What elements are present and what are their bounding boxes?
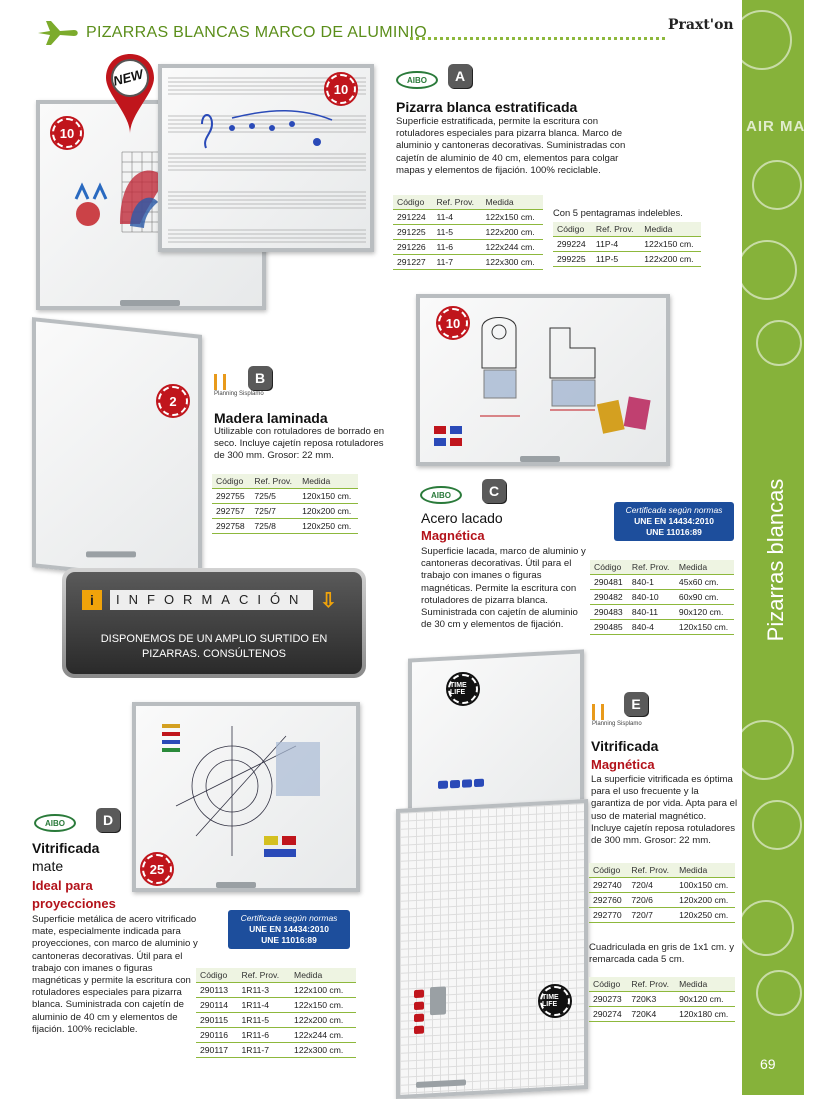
table-row: 292760 720/6 120x200 cm. <box>589 893 735 908</box>
table-row: 290274 720K4 120x180 cm. <box>589 1007 735 1022</box>
page-header <box>0 0 740 50</box>
arrow-down-icon: ⇩ <box>320 590 337 612</box>
col-header: Ref. Prov. <box>250 474 298 489</box>
certification-badge: Certificada según normas UNE EN 14434:2010 UNE 11016:89 <box>228 910 350 949</box>
postmark-stamp <box>752 800 802 850</box>
product-a-music-table <box>553 222 701 267</box>
col-header: Ref. Prov. <box>592 222 640 237</box>
product-d-title: Vitrificada <box>32 840 100 856</box>
product-e-grid-table <box>589 977 735 1022</box>
warranty-badge: 10 <box>52 118 82 148</box>
product-letter-c: C <box>482 479 506 503</box>
table-row: 291225 11-5 122x200 cm. <box>393 225 543 240</box>
product-e-table <box>589 863 735 923</box>
magnet <box>462 779 472 788</box>
warranty-badge: 25 <box>142 854 172 884</box>
product-a-table <box>393 195 543 270</box>
info-text: DISPONEMOS DE UN AMPLIO SURTIDO EN PIZARRAS. CONSÚLTENOS <box>100 633 328 660</box>
product-c-subtitle: Magnética <box>421 528 485 543</box>
marker-tray <box>120 300 180 306</box>
magnet <box>414 1026 424 1035</box>
col-header: Medida <box>298 474 358 489</box>
table-row: 292758 725/8 120x250 cm. <box>212 519 358 534</box>
table-row: 290113 1R11-3 122x100 cm. <box>196 983 356 998</box>
marker-tray <box>416 1079 466 1088</box>
info-icon: i <box>82 590 102 610</box>
magnet <box>414 990 424 999</box>
product-b-table <box>212 474 358 534</box>
marker-tray <box>216 882 256 888</box>
col-header: Ref. Prov. <box>627 977 675 992</box>
col-header: Medida <box>640 222 701 237</box>
table-row: 299225 11P-5 122x200 cm. <box>553 252 701 267</box>
product-d-title-line2: mate <box>32 858 64 874</box>
product-c-table <box>590 560 734 635</box>
new-pin-icon <box>104 52 156 136</box>
col-header: Medida <box>290 968 356 983</box>
col-header: Medida <box>675 977 735 992</box>
table-row: 290273 720K3 90x120 cm. <box>589 992 735 1007</box>
col-header: Código <box>212 474 250 489</box>
product-b-description: Utilizable con rotuladores de borrado en seco. Incluye cajetín reposa rotuladores de 300 mm. Grosor: 22 mm. <box>214 426 385 462</box>
table-row: 292757 725/7 120x200 cm. <box>212 504 358 519</box>
product-letter-a: A <box>448 64 472 88</box>
table-row: 290115 1R11-5 122x200 cm. <box>196 1013 356 1028</box>
planning-sisplamo-logo: Planning Sisplamo <box>592 704 662 730</box>
product-b-title: Madera laminada <box>214 410 328 426</box>
title-dotted-rule <box>410 37 665 40</box>
table-row: 290116 1R11-6 122x244 cm. <box>196 1028 356 1043</box>
col-header: Código <box>589 977 627 992</box>
product-d-subtitle-line2: proyecciones <box>32 896 116 911</box>
magnet <box>414 1014 424 1023</box>
magnet <box>438 781 448 790</box>
airmail-stamp-text: AIR MAIL <box>746 118 821 135</box>
marker-holder <box>430 986 446 1015</box>
warranty-badge: 2 <box>158 386 188 416</box>
product-d-subtitle: Ideal para <box>32 878 93 893</box>
table-row: 291226 11-6 122x244 cm. <box>393 240 543 255</box>
postmark-stamp <box>756 970 802 1016</box>
col-header: Código <box>196 968 238 983</box>
postmark-stamp <box>734 720 794 780</box>
table-row: 290485 840-4 120x150 cm. <box>590 620 734 635</box>
col-header: Medida <box>675 863 735 878</box>
warranty-badge: TIME LIFE <box>448 674 478 704</box>
product-letter-d: D <box>96 808 120 832</box>
table-row: 299224 11P-4 122x150 cm. <box>553 237 701 252</box>
product-e-subtitle: Magnética <box>591 757 655 772</box>
table-row: 292755 725/5 120x150 cm. <box>212 489 358 504</box>
page-title: PIZARRAS BLANCAS MARCO DE ALUMINIO <box>86 24 427 41</box>
product-e-title: Vitrificada <box>591 738 659 754</box>
product-d-description: Superficie metálica de acero vitrificado mate, especialmente indicada para proyecciones, con marco de aluminio y cantoneras decorativas. Útil para el trabajo con imanes o figuras magnéticas y permite la escritura con rotuladores especiales para pizarra blanca. Suministrada con cajetín de aluminio de 40 cm y elementos de fijación. 100% reciclable. <box>32 914 198 1035</box>
section-label: Pizarras blancas <box>763 478 788 642</box>
product-c-description: Superficie lacada, marco de aluminio y cantoneras decorativas. Útil para el trabajo con imanes o figuras magnéticas. Permite la escritura con rotuladores de pizarra blanca. Suministrada con cajetín de aluminio de 30 cm y elementos de fijación. <box>421 546 586 631</box>
marker-tray <box>86 551 136 557</box>
product-e-description: La superficie vitrificada es óptima para el uso frecuente y la garantiza de por vida. Apta para el uso de material magnético. Incluye cajetín reposa rotuladores de 300 mm. Grosor: 22 mm. <box>591 774 738 847</box>
postmark-stamp <box>738 900 794 956</box>
table-row: 292770 720/7 120x250 cm. <box>589 908 735 923</box>
table-row: 290482 840-10 60x90 cm. <box>590 590 734 605</box>
magnet <box>414 1002 424 1011</box>
col-header: Código <box>590 560 628 575</box>
aibo-logo: AIBO <box>420 486 462 504</box>
board-image-e-grid <box>396 799 588 1099</box>
col-header: Ref. Prov. <box>238 968 291 983</box>
postmark-stamp <box>756 320 802 366</box>
postmark-stamp <box>732 10 792 70</box>
product-c-title: Acero lacado <box>421 510 503 526</box>
magnet <box>474 779 484 788</box>
new-label: NEW <box>111 66 145 89</box>
airplane-icon <box>36 18 80 48</box>
product-a-note: Con 5 pentagramas indelebles. <box>553 207 683 218</box>
product-letter-e: E <box>624 692 648 716</box>
table-row: 290483 840-11 90x120 cm. <box>590 605 734 620</box>
magnet <box>450 780 460 789</box>
aibo-logo: AIBO <box>34 814 76 832</box>
product-a-description: Superficie estratificada, permite la escritura con rotuladores especiales para pizarra blanca. Marco de aluminio y cantoneras decorativas. Suministradas con cajetín de aluminio de 40 cm, elementos para colgar mapas y elementos de fijación. 100% reciclable. <box>396 116 626 176</box>
table-row: 291227 11-7 122x300 cm. <box>393 255 543 270</box>
col-header: Ref. Prov. <box>432 195 481 210</box>
postmark-stamp <box>752 160 802 210</box>
table-row: 292740 720/4 100x150 cm. <box>589 878 735 893</box>
info-box <box>62 568 366 678</box>
warranty-badge: TIME LIFE <box>540 986 570 1016</box>
table-row: 291224 11-4 122x150 cm. <box>393 210 543 225</box>
col-header: Código <box>589 863 627 878</box>
col-header: Medida <box>675 560 734 575</box>
col-header: Ref. Prov. <box>627 863 675 878</box>
board-image-b <box>32 317 202 585</box>
col-header: Medida <box>481 195 543 210</box>
table-row: 290117 1R11-7 122x300 cm. <box>196 1043 356 1058</box>
product-a-title: Pizarra blanca estratificada <box>396 99 578 115</box>
aibo-logo: AIBO <box>396 71 438 89</box>
postmark-stamp <box>737 240 797 300</box>
info-title: INFORMACIÓN <box>110 590 313 610</box>
marker-tray <box>520 456 560 462</box>
warranty-badge: 10 <box>326 74 356 104</box>
col-header: Código <box>393 195 432 210</box>
col-header: Código <box>553 222 592 237</box>
planning-sisplamo-logo: Planning Sisplamo <box>214 374 284 400</box>
product-letter-b: B <box>248 366 272 390</box>
brand-logo: Praxt'on <box>668 17 734 33</box>
table-row: 290114 1R11-4 122x150 cm. <box>196 998 356 1013</box>
product-e-note: Cuadriculada en gris de 1x1 cm. y remarcada cada 5 cm. <box>589 942 735 966</box>
warranty-badge: 10 <box>438 308 468 338</box>
page-number: 69 <box>760 1056 776 1072</box>
col-header: Ref. Prov. <box>628 560 675 575</box>
product-d-table <box>196 968 356 1058</box>
table-row: 290481 840-1 45x60 cm. <box>590 575 734 590</box>
certification-badge: Certificada según normas UNE EN 14434:2010 UNE 11016:89 <box>614 502 734 541</box>
